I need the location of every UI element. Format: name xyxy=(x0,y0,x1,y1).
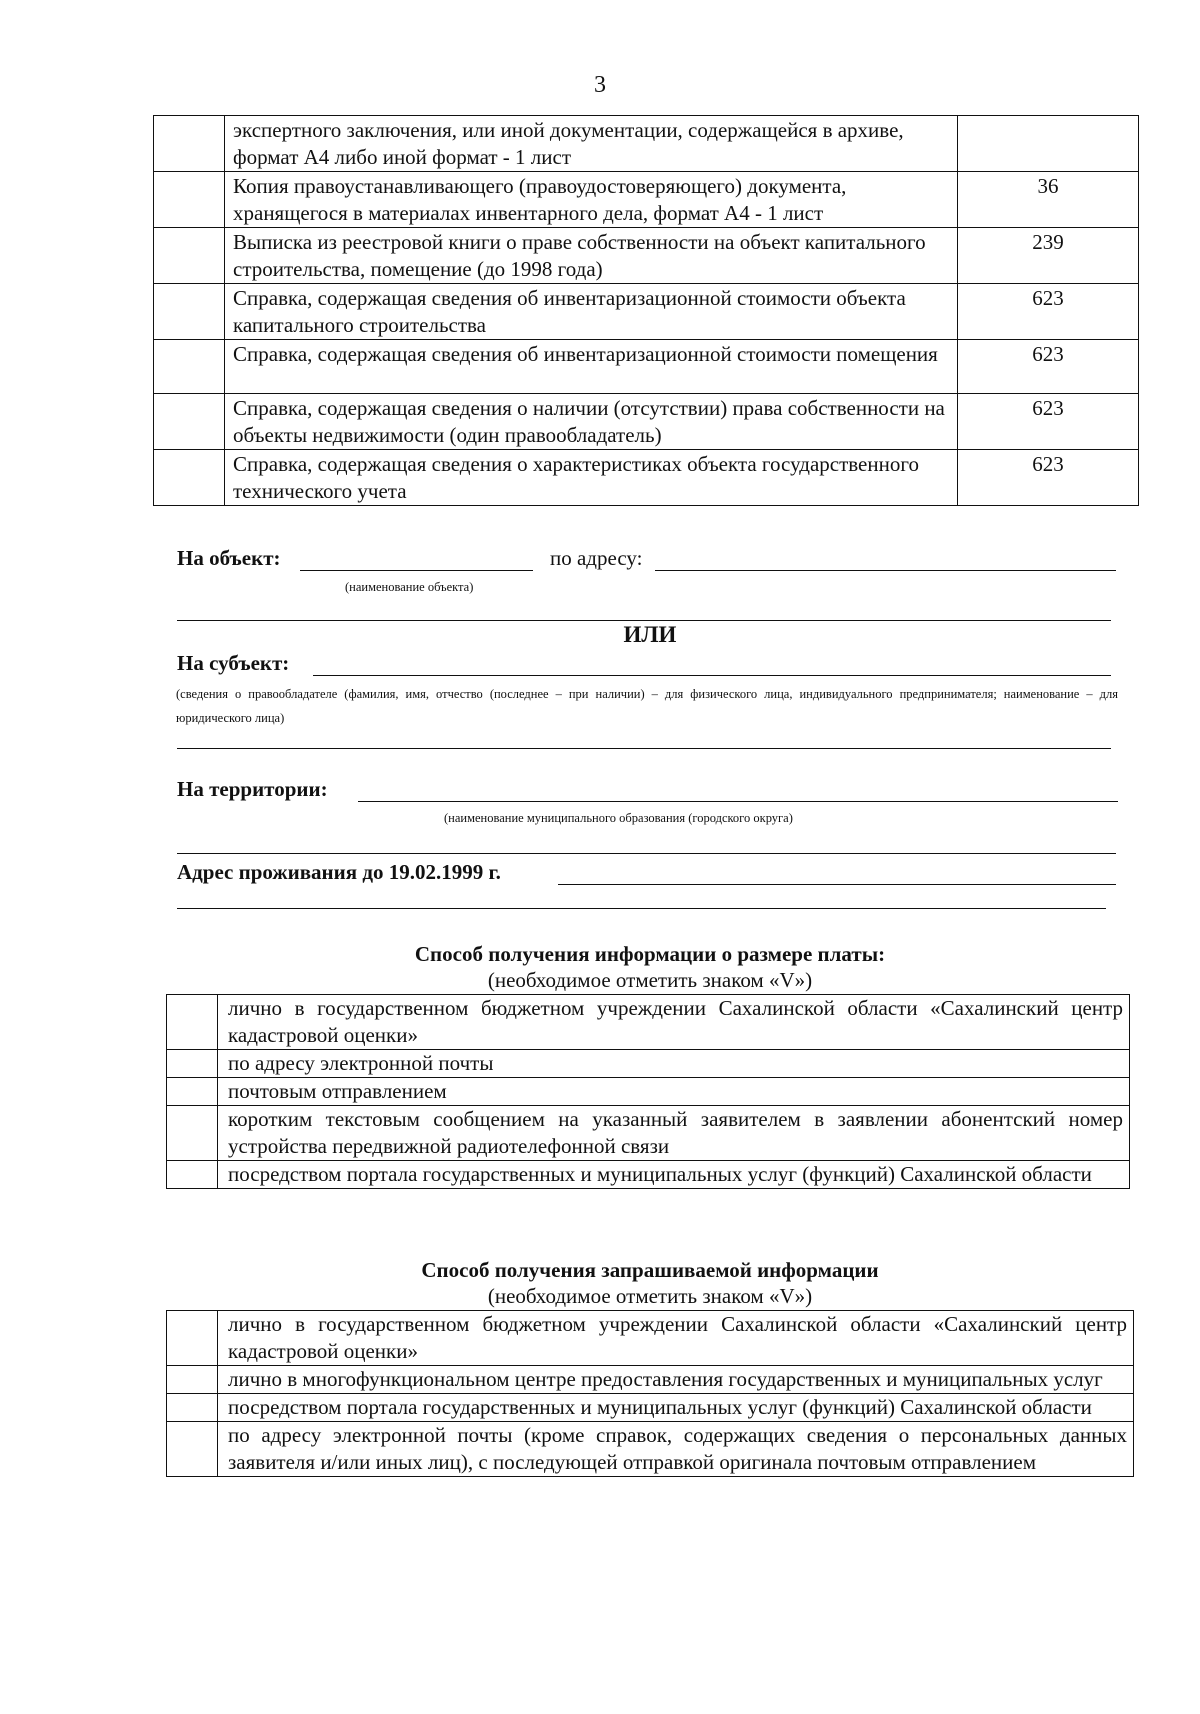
subject-continuation-field[interactable] xyxy=(177,748,1111,749)
checkbox-cell[interactable] xyxy=(167,1311,218,1366)
object-address-continuation-field[interactable] xyxy=(177,620,1111,621)
checkbox-cell[interactable] xyxy=(167,1366,218,1394)
table-row xyxy=(167,1161,1130,1189)
method-option: почтовым отправлением xyxy=(218,1078,1130,1106)
service-price: 623 xyxy=(958,450,1139,506)
service-price xyxy=(958,116,1139,172)
method-option: посредством портала государственных и муниципальных услуг (функций) Сахалинской области xyxy=(218,1394,1134,1422)
subject-label: На субъект: xyxy=(177,651,290,675)
service-description: Справка, содержащая сведения об инвентаризационной стоимости помещения xyxy=(225,340,958,394)
table-row xyxy=(167,1311,1134,1366)
receive-section-title: Способ получения запрашиваемой информации xyxy=(421,1258,879,1282)
address-label: по адресу: xyxy=(550,546,643,570)
table-row xyxy=(154,450,1139,506)
checkbox-cell[interactable] xyxy=(154,228,225,284)
service-description: Справка, содержащая сведения о характеристиках объекта государственного технического учета xyxy=(225,450,958,506)
method-option: лично в многофункциональном центре предоставления государственных и муниципальных услуг xyxy=(218,1366,1134,1394)
service-description: Выписка из реестровой книги о праве собственности на объект капитального строительства, помещение (до 1998 года) xyxy=(225,228,958,284)
service-price: 239 xyxy=(958,228,1139,284)
method-option: лично в государственном бюджетном учреждении Сахалинской области «Сахалинский центр кадастровой оценки» xyxy=(218,995,1130,1050)
table-row xyxy=(154,116,1139,172)
object-name-field[interactable] xyxy=(300,570,533,571)
territory-continuation-field[interactable] xyxy=(177,853,1116,854)
service-description: экспертного заключения, или иной документации, содержащейся в архиве, формат А4 либо иной формат - 1 лист xyxy=(225,116,958,172)
payment-section-title: Способ получения информации о размере платы: xyxy=(414,942,886,966)
table-row xyxy=(154,340,1139,394)
table-row xyxy=(167,1394,1134,1422)
table-row xyxy=(154,284,1139,340)
table-row xyxy=(167,1078,1130,1106)
checkbox-cell[interactable] xyxy=(167,1050,218,1078)
service-price: 623 xyxy=(958,284,1139,340)
receive-method-table xyxy=(166,1310,1134,1477)
checkbox-cell[interactable] xyxy=(154,450,225,506)
checkbox-cell[interactable] xyxy=(154,394,225,450)
object-hint: (наименование объекта) xyxy=(345,580,474,594)
object-address-field[interactable] xyxy=(655,570,1116,571)
method-option: по адресу электронной почты xyxy=(218,1050,1130,1078)
page-number: 3 xyxy=(594,72,606,98)
service-price: 623 xyxy=(958,394,1139,450)
payment-method-table xyxy=(166,994,1130,1189)
checkbox-cell[interactable] xyxy=(154,284,225,340)
method-option: коротким текстовым сообщением на указанный заявителем в заявлении абонентский номер устройства передвижной радиотелефонной связи xyxy=(218,1106,1130,1161)
checkbox-cell[interactable] xyxy=(154,340,225,394)
table-row xyxy=(167,995,1130,1050)
table-row xyxy=(167,1050,1130,1078)
method-option: посредством портала государственных и муниципальных услуг (функций) Сахалинской области xyxy=(218,1161,1130,1189)
object-label: На объект: xyxy=(177,546,281,570)
checkbox-cell[interactable] xyxy=(167,1078,218,1106)
service-price: 623 xyxy=(958,340,1139,394)
service-price: 36 xyxy=(958,172,1139,228)
table-row xyxy=(167,1366,1134,1394)
residence-address-field[interactable] xyxy=(558,884,1116,885)
subject-field[interactable] xyxy=(313,675,1111,676)
checkbox-cell[interactable] xyxy=(154,172,225,228)
table-row xyxy=(167,1106,1130,1161)
checkbox-cell[interactable] xyxy=(167,1394,218,1422)
receive-section-subtitle: (необходимое отметить знаком «V») xyxy=(487,1284,813,1308)
table-row xyxy=(154,394,1139,450)
method-option: лично в государственном бюджетном учреждении Сахалинской области «Сахалинский центр кадастровой оценки» xyxy=(218,1311,1134,1366)
territory-hint: (наименование муниципального образования (городского округа) xyxy=(444,811,793,825)
service-description: Справка, содержащая сведения об инвентаризационной стоимости объекта капитального строительства xyxy=(225,284,958,340)
residence-continuation-field[interactable] xyxy=(177,908,1106,909)
table-row xyxy=(154,228,1139,284)
table-row xyxy=(154,172,1139,228)
checkbox-cell[interactable] xyxy=(167,995,218,1050)
services-price-table xyxy=(153,115,1139,506)
subject-hint: (сведения о правообладателе (фамилия, имя, отчество (последнее – при наличии) – для физического лица, индивидуального предпринимателя; наименование – для юридического лица) xyxy=(176,687,1118,725)
checkbox-cell[interactable] xyxy=(154,116,225,172)
territory-field[interactable] xyxy=(358,801,1118,802)
or-separator: ИЛИ xyxy=(623,622,677,647)
checkbox-cell[interactable] xyxy=(167,1161,218,1189)
payment-section-subtitle: (необходимое отметить знаком «V») xyxy=(487,968,813,992)
residence-label: Адрес проживания до 19.02.1999 г. xyxy=(177,860,501,884)
checkbox-cell[interactable] xyxy=(167,1106,218,1161)
method-option: по адресу электронной почты (кроме справок, содержащих сведения о персональных данных заявителя и/или иных лиц), с последующей отправкой оригинала почтовым отправлением xyxy=(218,1422,1134,1477)
checkbox-cell[interactable] xyxy=(167,1422,218,1477)
territory-label: На территории: xyxy=(177,777,328,801)
service-description: Справка, содержащая сведения о наличии (отсутствии) права собственности на объекты недвижимости (один правообладатель) xyxy=(225,394,958,450)
service-description: Копия правоустанавливающего (правоудостоверяющего) документа, хранящегося в материалах инвентарного дела, формат А4 - 1 лист xyxy=(225,172,958,228)
table-row xyxy=(167,1422,1134,1477)
